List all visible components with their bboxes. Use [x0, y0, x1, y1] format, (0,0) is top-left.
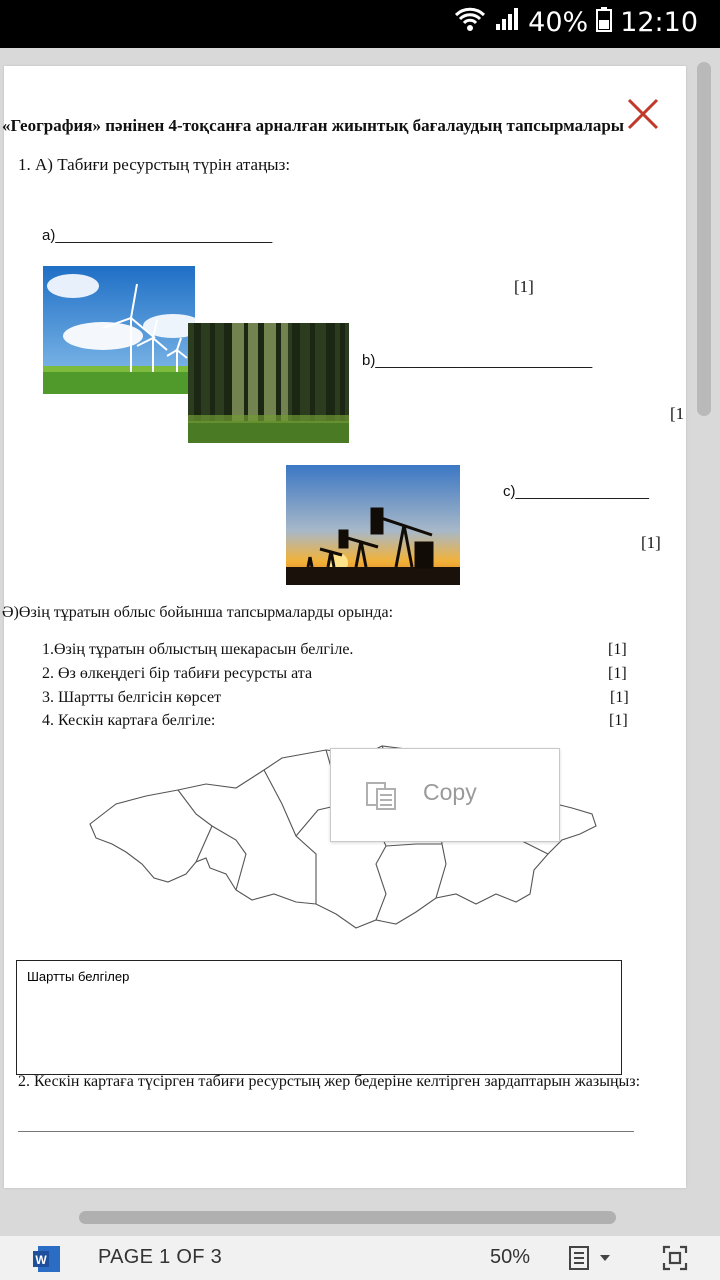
task-2: 2. Өз өлкеңдегі бір табиғи ресурсты ата [42, 665, 313, 682]
clock: 12:10 [620, 7, 698, 38]
word-icon[interactable] [32, 1244, 62, 1279]
task-2-points: [1] [608, 665, 627, 682]
forest-photo [188, 323, 349, 443]
task-3: 3. Шартты белгісін көрсет [42, 689, 222, 706]
battery-icon [596, 6, 612, 39]
task-1: 1.Өзің тұратын облыстың шекарасын белгіле. [42, 641, 354, 658]
reading-view-icon[interactable] [568, 1246, 614, 1275]
question-1-heading: 1. А) Табиғи ресурстың түрін атаңыз: [18, 155, 291, 174]
copy-icon[interactable] [365, 781, 399, 816]
section-b-heading: Ә)Өзің тұратын облыс бойынша тапсырмаларды орында: [2, 604, 394, 621]
answer-line [18, 1131, 634, 1132]
legend-title: Шартты белгілер [27, 969, 130, 984]
task-4-points: [1] [609, 712, 628, 729]
page-indicator: PAGE 1 OF 3 [98, 1246, 223, 1268]
signal-icon [494, 6, 520, 39]
wifi-icon [454, 6, 486, 39]
zoom-level[interactable]: 50% [490, 1246, 531, 1268]
oil-pumpjacks-photo [286, 465, 460, 585]
task-3-points: [1] [610, 689, 629, 706]
points-b: [1 [670, 404, 685, 423]
fit-screen-icon[interactable] [662, 1245, 688, 1276]
answer-b-line: b)__________________________ [362, 352, 593, 369]
task-1-points: [1] [608, 641, 627, 658]
wind-turbines-photo [43, 266, 195, 394]
close-icon[interactable] [625, 96, 661, 132]
document-title: «География» пәнінен 4-тоқсанға арналған жиынтық бағалаудың тапсырмалары [2, 116, 625, 135]
answer-a-line: a)__________________________ [42, 227, 273, 244]
task-4: 4. Кескін картаға белгіле: [42, 712, 216, 729]
legend-box [16, 960, 622, 1075]
svg-text:W: W [35, 1253, 47, 1267]
vertical-scrollbar[interactable] [697, 62, 711, 416]
bottom-bar [0, 1236, 720, 1280]
battery-percent: 40% [528, 7, 589, 38]
answer-c-line: c)________________ [503, 483, 649, 500]
points-a: [1] [514, 277, 534, 296]
question-2: 2. Кескін картаға түсірген табиғи ресурстың жер бедеріне келтірген зардаптарын жазыңыз: [18, 1073, 641, 1090]
status-bar [0, 0, 720, 48]
copy-popup[interactable] [330, 748, 560, 842]
horizontal-scrollbar[interactable] [79, 1211, 616, 1224]
status-icons [454, 6, 698, 39]
copy-button[interactable]: Copy [423, 779, 477, 805]
points-c: [1] [641, 533, 661, 552]
